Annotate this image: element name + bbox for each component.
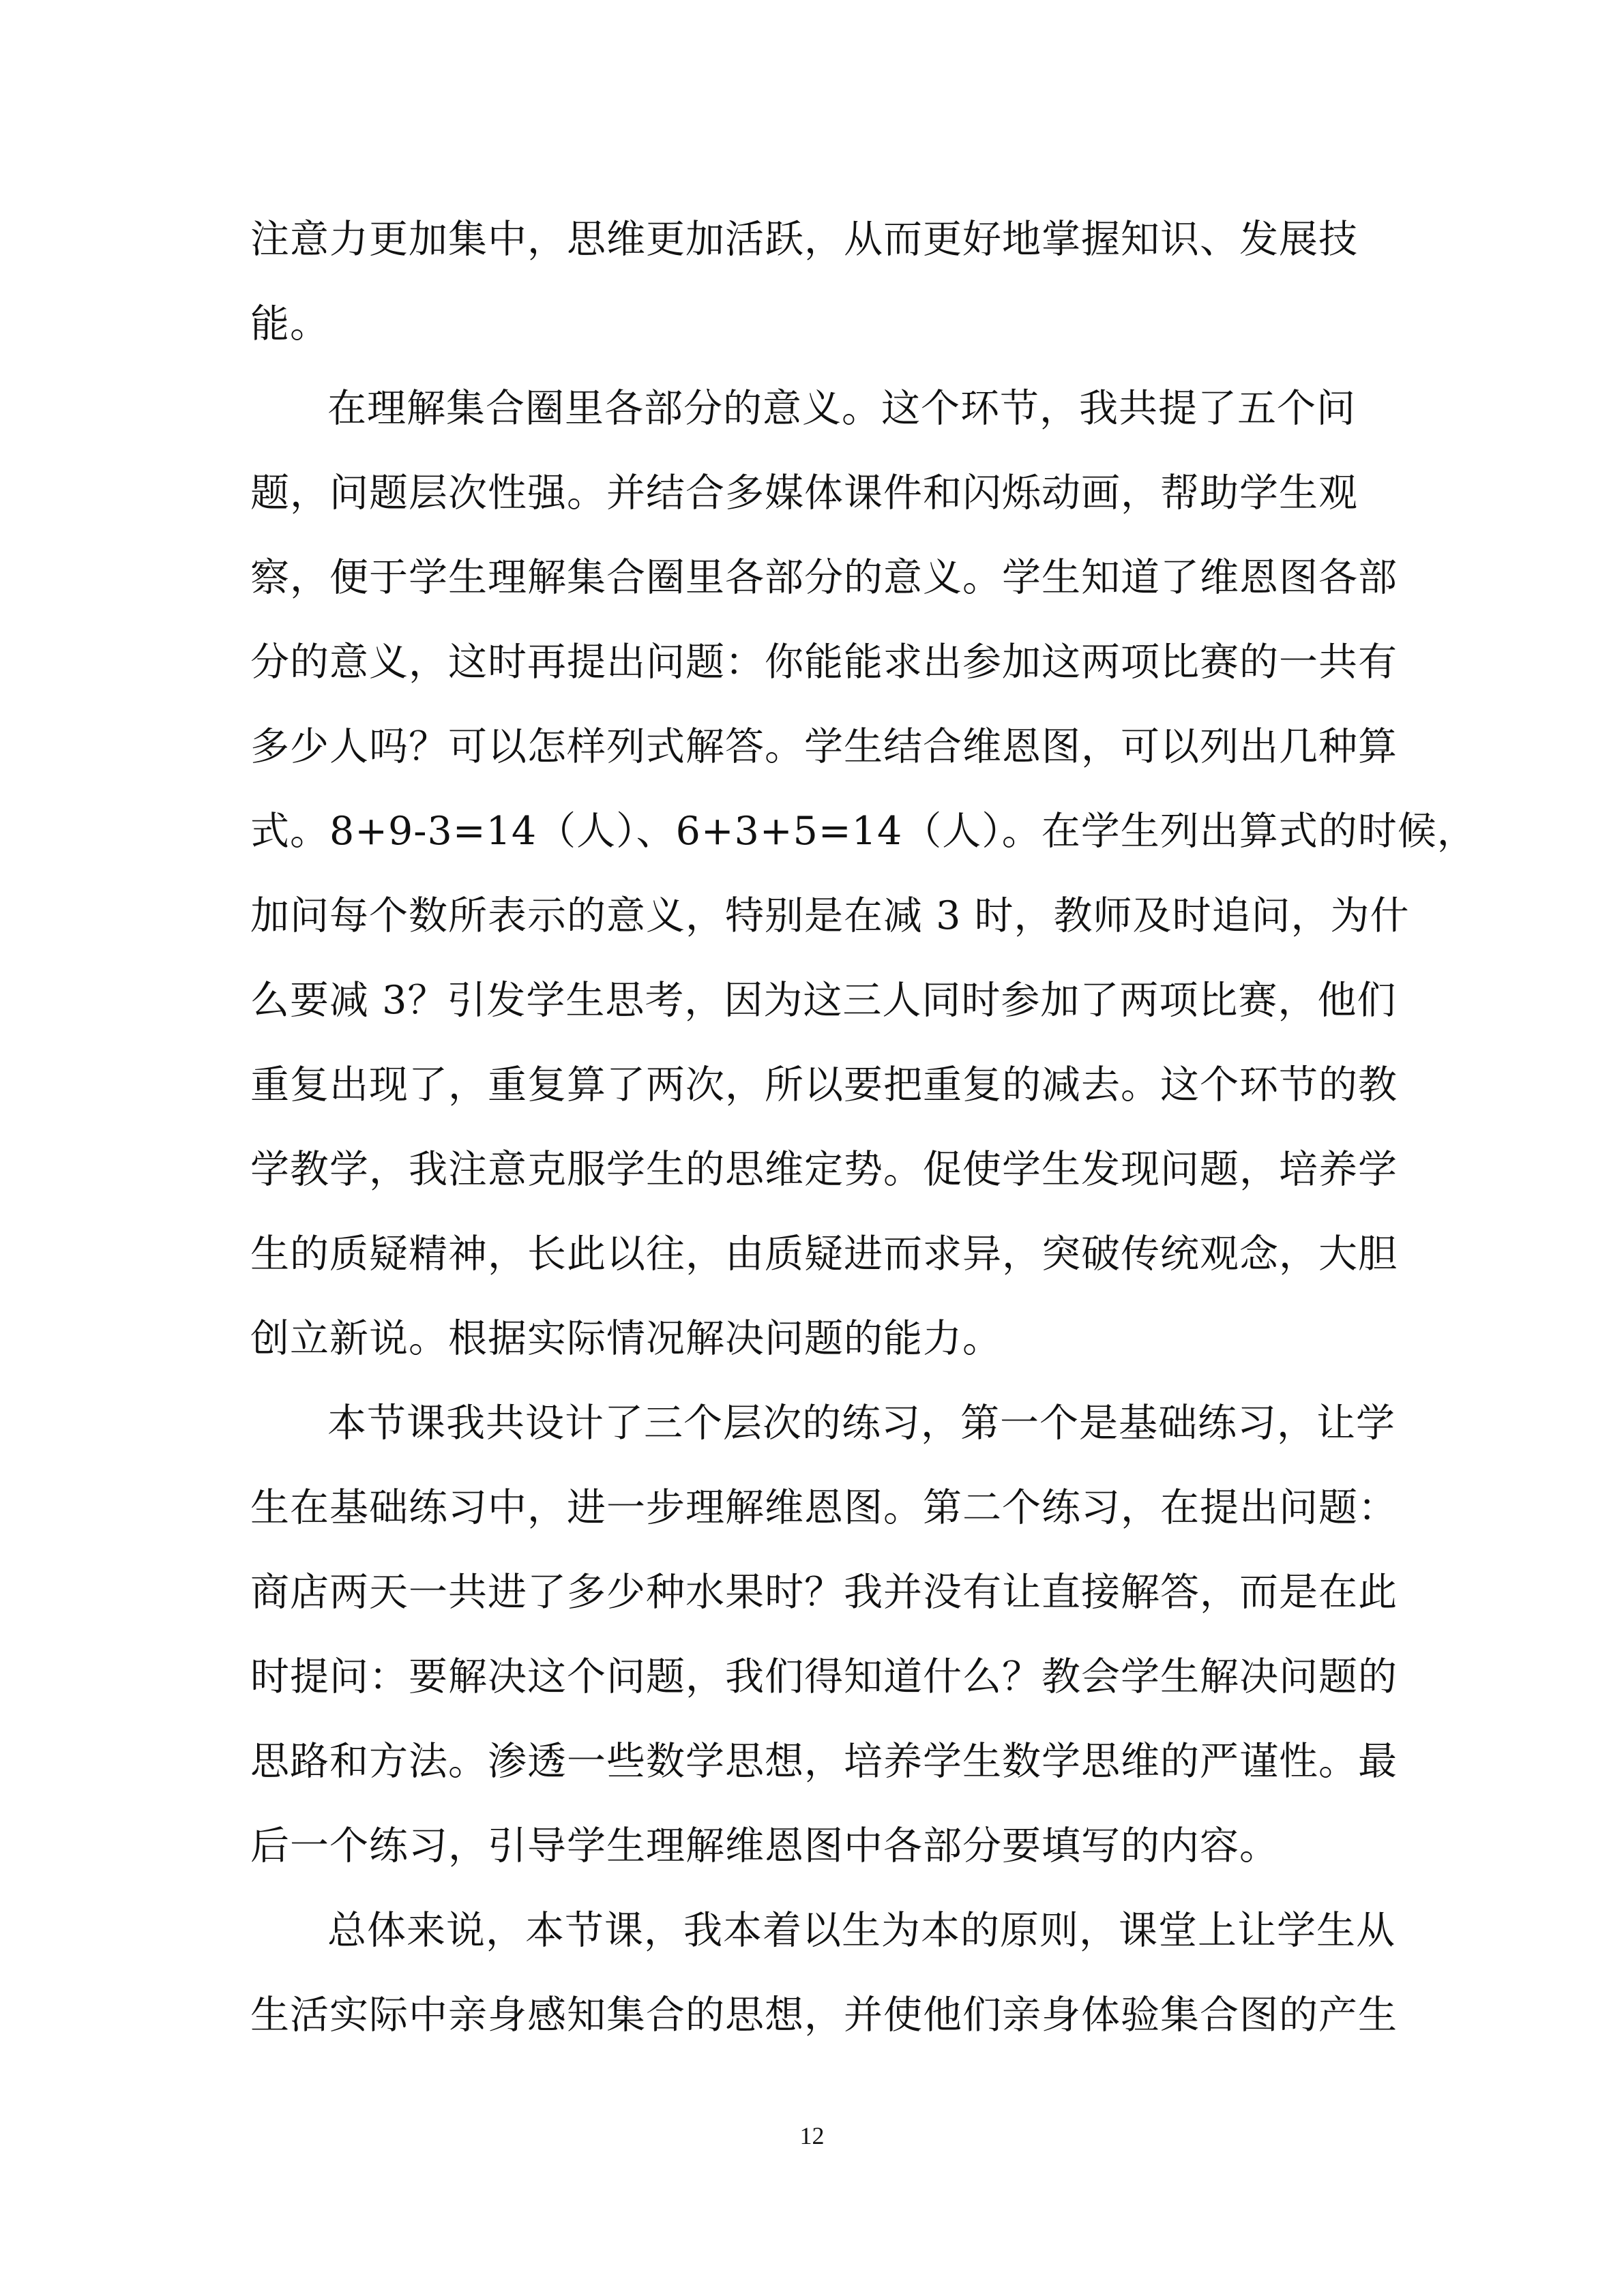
text-line: 能。 (250, 301, 329, 346)
text-line: 重复出现了，重复算了两次，所以要把重复的减去。这个环节的教 (250, 1062, 1398, 1107)
text-line: 生的质疑精神，长此以往，由质疑进而求异，突破传统观念，大胆 (250, 1232, 1398, 1277)
text-line: 多少人吗？可以怎样列式解答。学生结合维恩图，可以列出几种算 (250, 724, 1398, 769)
text-line: 式。8+9-3=14（人）、6+3+5=14（人）。在学生列出算式的时候， (250, 809, 1477, 854)
text-line: 生在基础练习中，进一步理解维恩图。第二个练习，在提出问题： (250, 1485, 1398, 1530)
text-line: 学教学，我注意克服学生的思维定势。促使学生发现问题，培养学 (250, 1147, 1398, 1192)
text-line: 分的意义，这时再提出问题：你能能求出参加这两项比赛的一共有 (250, 640, 1398, 685)
text-line: 商店两天一共进了多少种水果时？我并没有让直接解答，而是在此 (250, 1570, 1398, 1615)
paragraph-start-line: 在理解集合圈里各部分的意义。这个环节，我共提了五个问 (327, 386, 1356, 431)
text-line: 加问每个数所表示的意义，特别是在减 3 时，教师及时追问，为什 (250, 893, 1410, 938)
text-line: 思路和方法。渗透一些数学思想，培养学生数学思维的严谨性。最 (250, 1739, 1398, 1784)
text-line: 察，便于学生理解集合圈里各部分的意义。学生知道了维恩图各部 (250, 555, 1398, 600)
text-line: 时提问：要解决这个问题，我们得知道什么？教会学生解决问题的 (250, 1654, 1398, 1699)
text-line: 创立新说。根据实际情况解决问题的能力。 (250, 1316, 1002, 1361)
text-line: 题，问题层次性强。并结合多媒体课件和闪烁动画，帮助学生观 (250, 471, 1358, 516)
page-number: 12 (799, 2122, 825, 2149)
paragraph-start-line: 本节课我共设计了三个层次的练习，第一个是基础练习，让学 (327, 1401, 1396, 1446)
paragraph-start-line: 总体来说，本节课，我本着以生为本的原则，课堂上让学生从 (327, 1908, 1396, 1953)
text-line: 后一个练习，引导学生理解维恩图中各部分要填写的内容。 (250, 1823, 1279, 1868)
text-line: 注意力更加集中，思维更加活跃，从而更好地掌握知识、发展技 (250, 217, 1358, 262)
text-line: 生活实际中亲身感知集合的思想，并使他们亲身体验集合图的产生 (250, 1993, 1398, 2038)
text-line: 么要减 3？引发学生思考，因为这三人同时参加了两项比赛，他们 (250, 978, 1397, 1023)
